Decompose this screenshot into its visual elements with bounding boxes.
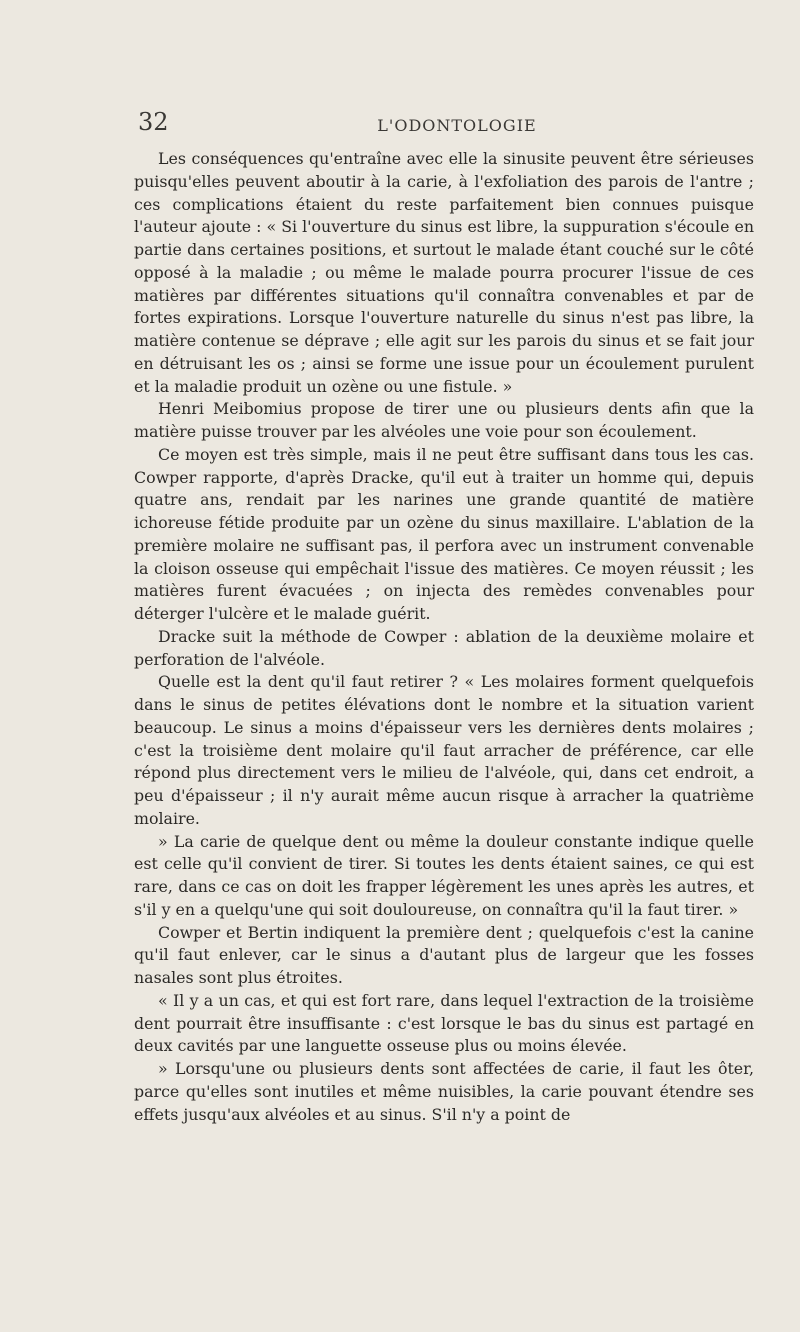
paragraph-2: Henri Meibomius propose de tirer une ou plusieurs dents afin que la matière puisse trouver par les alvéoles une voie pour son écoulement. [134,399,754,441]
paragraph-8: « Il y a un cas, et qui est fort rare, dans lequel l'extraction de la troisième dent pourrait être insuffisante : c'est lorsque le bas du sinus est partagé en deux cavités par une languette osseuse plus ou moins élevée. [134,990,754,1056]
page-number: 32 [138,108,169,136]
paragraph-7: Cowper et Bertin indiquent la première dent ; quelquefois c'est la canine qu'il faut enlever, car le sinus a d'autant plus de largeur que les fosses nasales sont plus étroites. [134,922,754,987]
paragraph-5: Quelle est la dent qu'il faut retirer ? « Les molaires forment quelquefois dans le sinus de petites élévations dont le nombre et la situation varient beaucoup. Le sinus a moins d'épaisseur vers les dernières dents molaires ; c'est la troisième dent molaire qu'il faut arracher de préférence, car elle répond plus directement vers le milieu de l'alvéole, qui, dans cet endroit, a peu d'épaisseur ; il n'y aurait même aucun risque à arracher la quatrième molaire. [134,672,754,828]
page-header [138,108,756,140]
paragraph-3: Ce moyen est très simple, mais il ne peut être suffisant dans tous les cas. Cowper rapporte, d'après Dracke, qu'il eut à traiter un homme qui, depuis quatre ans, rendait par les narines une grande quantité de matière ichoreuse fétide produite par un ozène du sinus maxillaire. L'ablation de la première molaire ne suffisant pas, il perfora avec un instrument convenable la cloison osseuse qui empêchait l'issue des matières. Ce moyen réussit ; les matières furent évacuées ; on injecta des remèdes convenables pour déterger l'ulcère et le malade guérit. [134,444,754,623]
running-title: L'ODONTOLOGIE [377,116,537,135]
text-body [134,148,754,1126]
paragraph-6: » La carie de quelque dent ou même la douleur constante indique quelle est celle qu'il convient de tirer. Si toutes les dents étaient saines, ce qui est rare, dans ce cas on doit les frapper légèrement les unes après les autres, et s'il y en a quelqu'une qui soit douloureuse, on connaîtra qu'il la faut tirer. » [134,831,754,919]
paragraph-9: » Lorsqu'une ou plusieurs dents sont affectées de carie, il faut les ôter, parce qu'elles sont inutiles et même nuisibles, la carie pouvant étendre ses effets jusqu'aux alvéoles et au sinus. S'il n'y a point de [134,1059,754,1124]
paragraph-4: Dracke suit la méthode de Cowper : ablation de la deuxième molaire et perforation de l'alvéole. [134,626,754,669]
paragraph-1: Les conséquences qu'entraîne avec elle la sinusite peuvent être sérieuses puisqu'elles peuvent aboutir à la carie, à l'exfoliation des parois de l'antre ; ces complications étaient du reste parfaitement bien connues puisque l'auteur ajoute : « Si l'ouverture du sinus est libre, la suppuration s'écoule en partie dans certaines positions, et surtout le malade étant couché sur le côté opposé à la maladie ; ou même le malade pourra procurer l'issue de ces matières par différentes situations qu'il connaîtra convenables et par de fortes expirations. Lorsque l'ouverture naturelle du sinus n'est pas libre, la matière contenue se déprave ; elle agit sur les parois du sinus et se fait jour en détruisant les os ; ainsi se forme une issue pour un écoulement purulent et la maladie produit un ozène ou une fistule. » [134,149,754,396]
